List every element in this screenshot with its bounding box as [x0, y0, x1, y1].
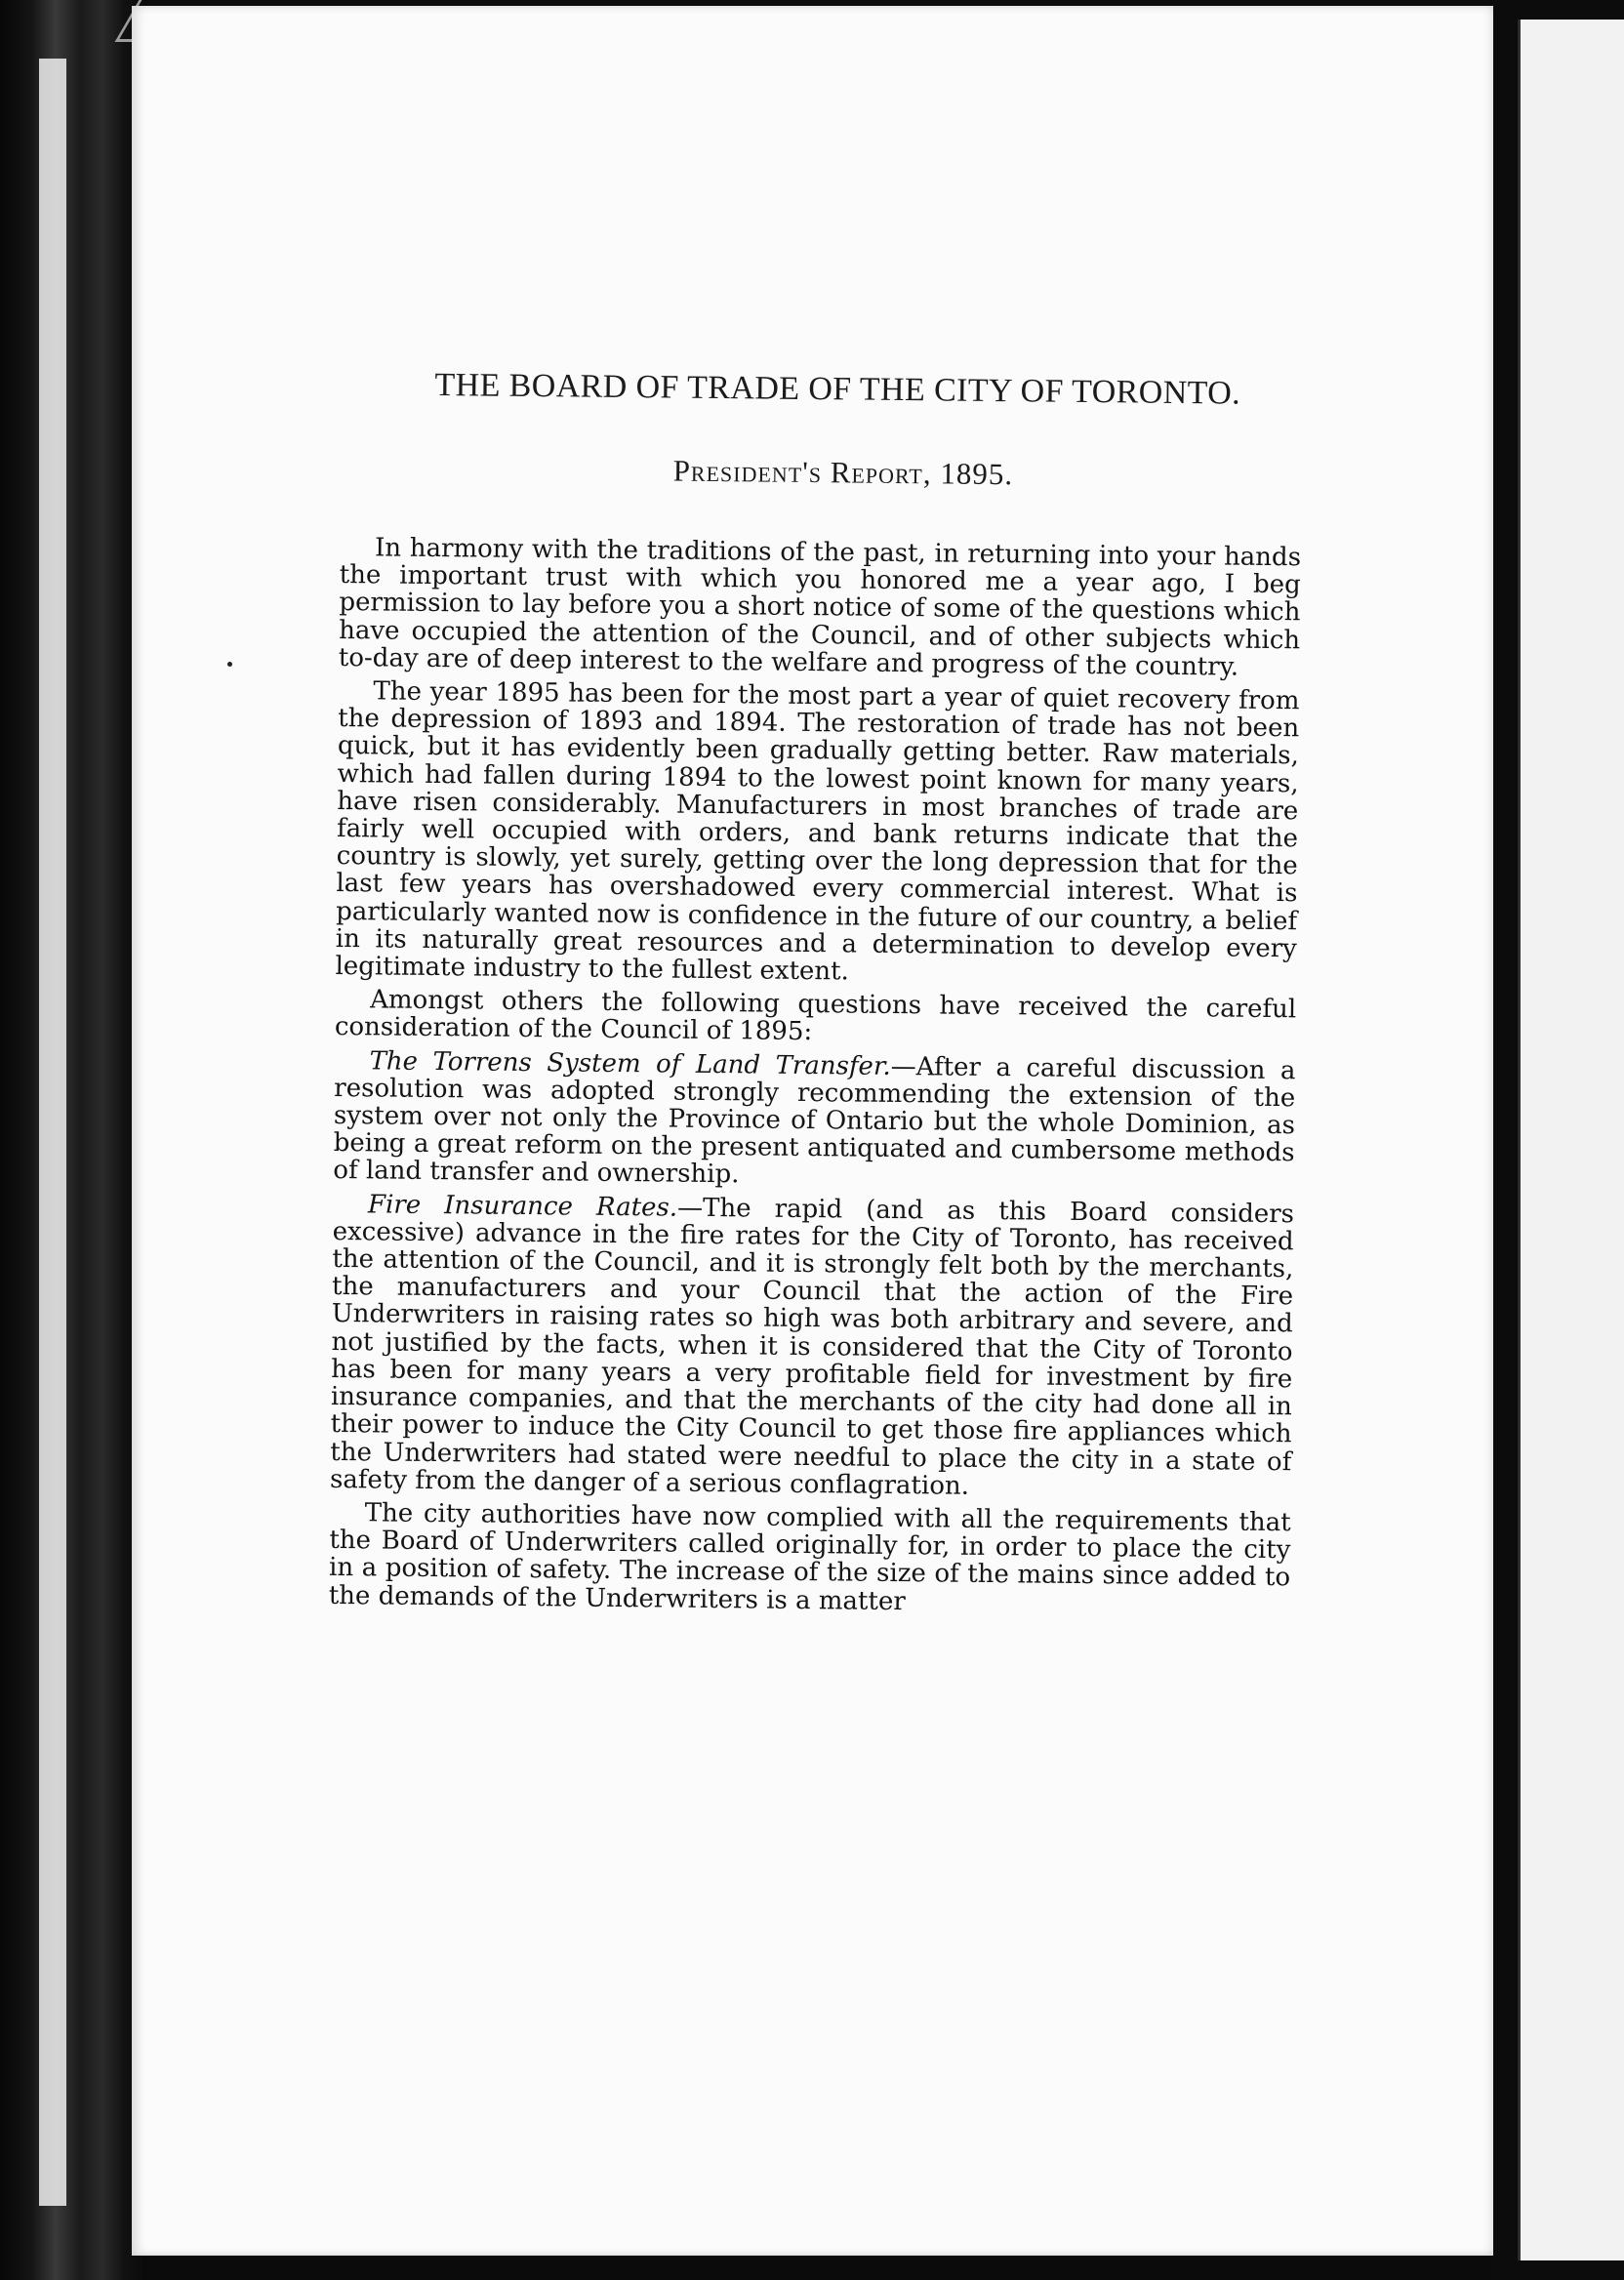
report-subtitle: President's Report, 1895.	[672, 453, 1014, 492]
paragraph-body: In harmony with the traditions of the past, in returning into your hands the important trust with which you honored me a year ago, I beg permission to lay before you a short notice of some of the questions which have occupied the attention of the Council, and of other subjects which to-day are of deep interest to the welfare and progress of the country.	[338, 533, 1302, 682]
paragraph-4	[333, 1047, 1295, 1195]
book-binding-edge	[0, 0, 146, 2280]
page-text-block	[329, 366, 1303, 1625]
paragraph-1	[339, 534, 1301, 681]
paragraph-body: The city authorities have now complied with all the requirements that the Board of Underwriters called originally for, in order to place the city in a position of safety. The increase of the size of the mains since added to the demands of the Underwriters is a matter	[328, 1498, 1291, 1616]
ink-speck	[227, 662, 232, 667]
next-page-edge	[1521, 20, 1624, 2260]
paragraph-5	[330, 1191, 1294, 1504]
paragraph-lead: The Torrens System of Land Transfer.	[369, 1045, 891, 1081]
paragraph-body: —The rapid (and as this Board considers excessive) advance in the fire rates for the City of Toronto, has received the attention of the Council, and it is strongly felt both by the merchants, the manufacturers and your Council that the action of the Fire Underwriters in raising rates so high was both arbitrary and severe, and not justified by the facts, when it is considered that the City of Toronto has been for many years a very profitable field for investment by fire insurance companies, and that the merchants of the city had done all in their power to induce the City Council to get those fire appliances which the Underwriters had stated were needful to place the city in a state of safety from the danger of a serious conflagration.	[329, 1193, 1295, 1501]
page-title: THE BOARD OF TRADE OF THE CITY OF TORONTO.	[434, 367, 1241, 412]
paragraph-6	[329, 1499, 1291, 1619]
paragraph-3	[335, 986, 1297, 1051]
paragraph-body: Amongst others the following questions have received the careful consideration of the Council of 1895:	[334, 985, 1297, 1047]
paragraph-lead: Fire Insurance Rates.	[367, 1190, 678, 1223]
paragraph-2	[335, 677, 1299, 991]
binding-strip	[39, 59, 66, 2206]
paragraph-body: —After a careful discussion a resolution was adopted strongly recommending the extension of the system over not only the Province of Ontario but the whole Dominion, as being a great reform on the present antiquated and cumbersome methods of land transfer and ownership.	[333, 1051, 1296, 1190]
paragraph-body: The year 1895 has been for the most part a year of quiet recovery from the depression of 1893 and 1894. The restoration of trade has not been quick, but it has evidently been gradually getting better. Raw materials, which had fallen during 1894 to the lowest point known for many years, have risen considerably. Manufacturers in most branches of trade are fairly well occupied with orders, and bank returns indicate that the country is slowly, yet surely, getting over the long depression that for the last few years has overshadowed every commercial interest. What is particularly wanted now is confidence in the future of our country, a belief in its naturally great resources and a determination to develop every legitimate industry to the fullest extent.	[335, 676, 1300, 987]
